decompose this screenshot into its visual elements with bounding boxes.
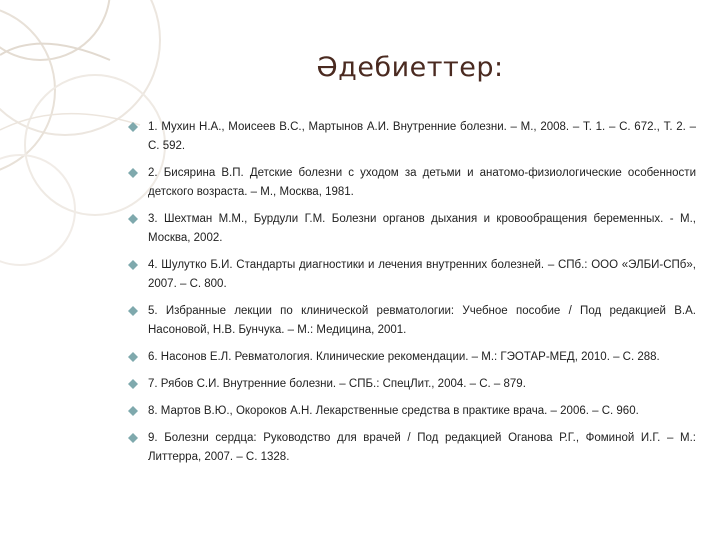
reference-text: 7. Рябов С.И. Внутренние болезни. – СПБ.: СпецЛит., 2004. – С. – 879.: [148, 378, 526, 390]
list-item: [128, 118, 696, 156]
reference-text: 8. Мартов В.Ю., Окороков А.Н. Лекарственные средства в практике врача. – 2006. – С. 960.: [148, 405, 639, 417]
teal-diamond-bullet-icon: [128, 260, 138, 270]
references-list: [128, 118, 696, 475]
teal-diamond-bullet-icon: [128, 433, 138, 443]
teal-diamond-bullet-icon: [128, 406, 138, 416]
list-item: [128, 256, 696, 294]
teal-diamond-bullet-icon: [128, 306, 138, 316]
page-title: Әдебиеттер:: [316, 52, 504, 83]
list-item: [128, 210, 696, 248]
reference-text: 6. Насонов Е.Л. Ревматология. Клинические рекомендации. – М.: ГЭОТАР-МЕД, 2010. – С. 288.: [148, 351, 660, 363]
reference-text: 4. Шулутко Б.И. Стандарты диагностики и лечения внутренних болезней. – СПб.: ООО «ЭЛБИ-СПб», 2007. – С. 800.: [148, 259, 696, 290]
list-item: [128, 348, 696, 367]
teal-diamond-bullet-icon: [128, 122, 138, 132]
reference-text: 5. Избранные лекции по клинической ревматологии: Учебное пособие / Под редакцией В.А. Насоновой, Н.В. Бунчука. – М.: Медицина, 2001.: [148, 305, 696, 336]
reference-text: 3. Шехтман М.М., Бурдули Г.М. Болезни органов дыхания и кровообращения беременных. - М., Москва, 2002.: [148, 213, 696, 244]
reference-text: 9. Болезни сердца: Руководство для врачей / Под редакцией Оганова Р.Г., Фоминой И.Г. – М.: Литтерра, 2007. – С. 1328.: [148, 432, 696, 463]
reference-text: 1. Мухин Н.А., Моисеев В.С., Мартынов А.И. Внутренние болезни. – М., 2008. – Т. 1. – С. 672., Т. 2. – С. 592.: [148, 121, 696, 152]
reference-text: 2. Бисярина В.П. Детские болезни с уходом за детьми и анатомо-физиологические особенности детского возраста. – М., Москва, 1981.: [148, 167, 696, 198]
list-item: [128, 429, 696, 467]
list-item: [128, 302, 696, 340]
list-item: [128, 164, 696, 202]
teal-diamond-bullet-icon: [128, 352, 138, 362]
list-item: [128, 402, 696, 421]
list-item: [128, 375, 696, 394]
teal-diamond-bullet-icon: [128, 214, 138, 224]
teal-diamond-bullet-icon: [128, 168, 138, 178]
teal-diamond-bullet-icon: [128, 379, 138, 389]
